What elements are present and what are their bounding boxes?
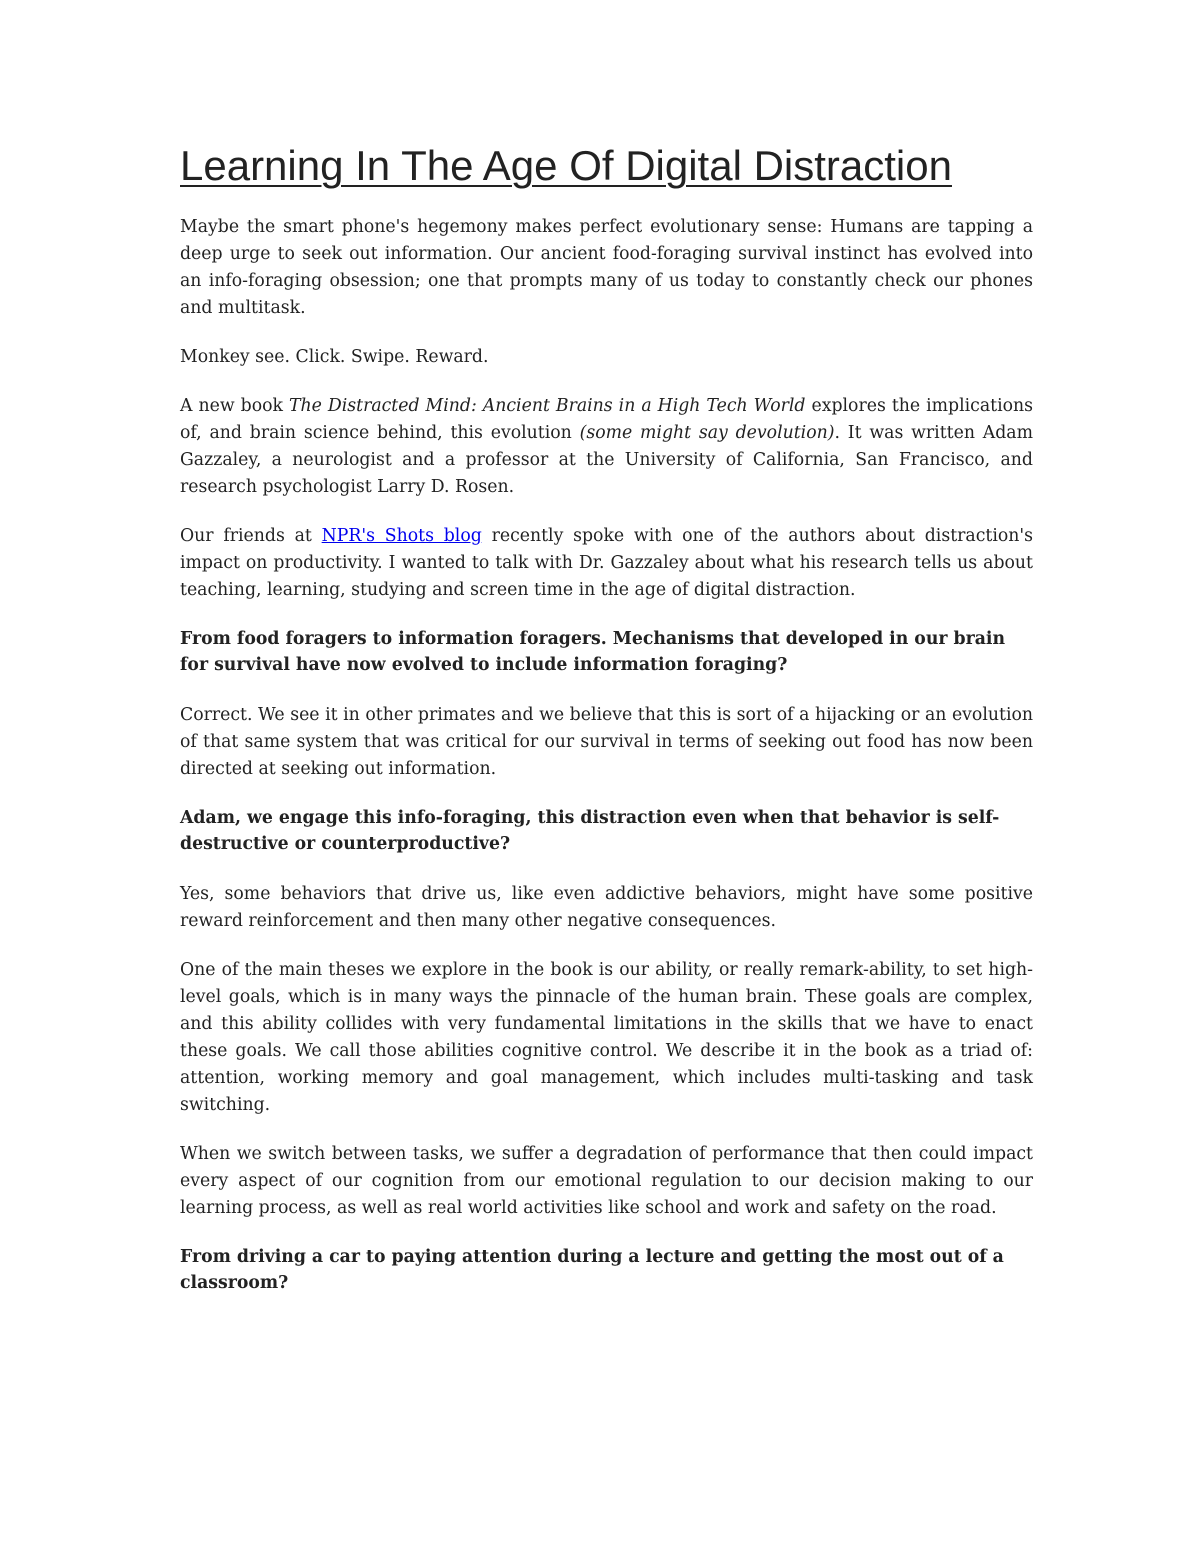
tagline-paragraph: Monkey see. Click. Swipe. Reward.: [180, 347, 489, 367]
answer-2: Yes, some behaviors that drive us, like even addictive behaviors, might have some positive reward reinforcement and then many other negative consequences.: [180, 884, 1033, 931]
book-title: The Distracted Mind: Ancient Brains in a High Tech World: [288, 396, 806, 416]
book-paragraph-middle: explores the implications of, and brain science behind, this evolution: [180, 396, 1034, 443]
answer-1: Correct. We see it in other primates and we believe that this is sort of a hijacking or an evolution of that same system that was critical for our survival in terms of seeking out food has now been directed at seeking out information.: [180, 705, 1033, 779]
book-paragraph-rest: . It was written Adam Gazzaley, a neurologist and a professor at the University of California, San Francisco, and research psychologist Larry D. Rosen.: [180, 423, 1033, 497]
npr-paragraph: [180, 523, 1033, 604]
npr-paragraph-rest: recently spoke with one of the authors about distraction's impact on productivity. I wanted to talk with Dr. Gazzaley about what his research tells us about teaching, learning, studying and screen time in the age of digital distraction.: [180, 526, 1034, 600]
question-2: Adam, we engage this info-foraging, this distraction even when that behavior is self-destructive or counterproductive?: [180, 808, 1000, 854]
devolution-aside: (some might say devolution): [579, 423, 835, 443]
document-page: [180, 140, 1033, 1320]
question-1: From food foragers to information foragers. Mechanisms that developed in our brain for survival have now evolved to include information foraging?: [180, 629, 1006, 675]
question-3: From driving a car to paying attention during a lecture and getting the most out of a classroom?: [180, 1247, 1004, 1293]
intro-paragraph: Maybe the smart phone's hegemony makes perfect evolutionary sense: Humans are tapping a deep urge to seek out information. Our ancient food-foraging survival instinct has evolved into an info-foraging obsession; one that prompts many of us today to constantly check our phones and multitask.: [180, 217, 1033, 318]
npr-paragraph-lead: Our friends at: [180, 526, 322, 546]
npr-shots-blog-link[interactable]: NPR's Shots blog: [321, 526, 482, 546]
answer-4: When we switch between tasks, we suffer a degradation of performance that then could impact every aspect of our cognition from our emotional regulation to our decision making to our learning process, as well as real world activities like school and work and safety on the road.: [180, 1144, 1033, 1218]
book-paragraph: [180, 393, 1033, 501]
book-paragraph-lead: A new book: [180, 396, 289, 416]
document-title: Learning In The Age Of Digital Distraction: [180, 142, 952, 189]
answer-3: One of the main theses we explore in the book is our ability, or really remark-ability, to set high-level goals, which is in many ways the pinnacle of the human brain. These goals are complex, and this ability collides with very fundamental limitations in the skills that we have to enact these goals. We call those abilities cognitive control. We describe it in the book as a triad of: attention, working memory and goal management, which includes multi-tasking and task switching.: [180, 960, 1033, 1115]
